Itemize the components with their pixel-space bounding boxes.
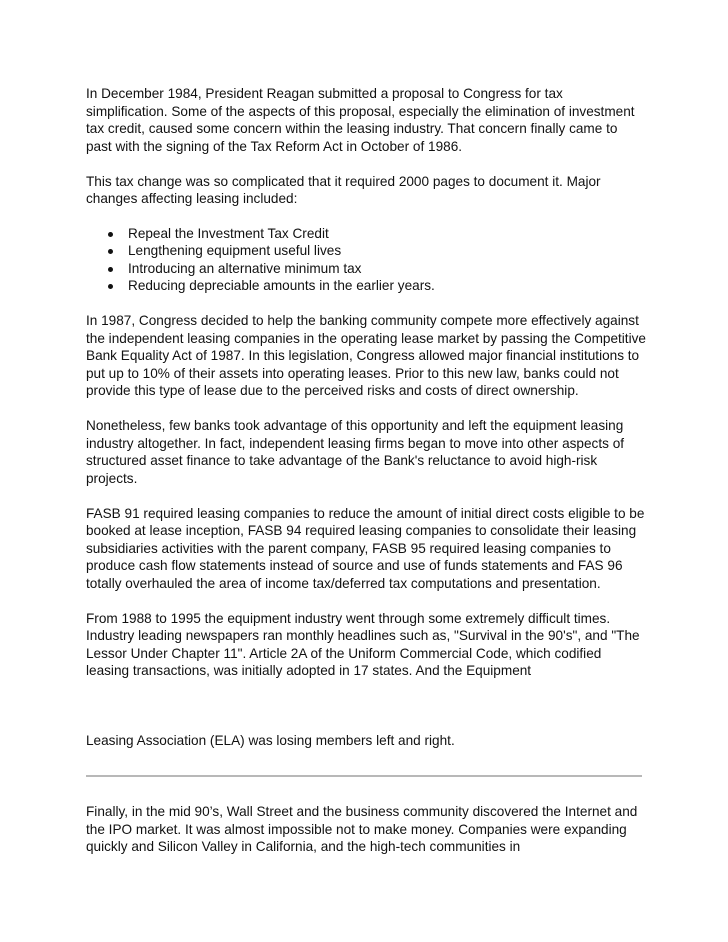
paragraph-banks-reluctance: Nonetheless, few banks took advantage of this opportunity and left the equipment leasing industry altogether. In fact, independent leasing firms began to move into other aspects of structured asset finance to take advantage of the Bank's reluctance to avoid high-risk projects.	[86, 418, 625, 486]
bullet-icon	[108, 232, 113, 237]
paragraph-difficult-times: From 1988 to 1995 the equipment industry went through some extremely difficult times. Industry leading newspapers ran monthly headlines such as, "Survival in the 90's", and "The Lessor Under Chapter 11". Article 2A of the Uniform Commercial Code, which codified leasing transactions, was initially adopted in 17 states. And the Equipment	[86, 610, 640, 678]
bullet-icon	[108, 284, 113, 289]
bullet-icon	[108, 249, 113, 254]
bullet-icon	[108, 267, 113, 272]
paragraph-tax-change: This tax change was so complicated that it required 2000 pages to document it. Major changes affecting leasing included:	[86, 173, 601, 206]
list-item: Introducing an alternative minimum tax	[108, 260, 646, 278]
paragraph-bank-equality-act: In 1987, Congress decided to help the banking community compete more effectively against the independent leasing companies in the operating lease market by passing the Competitive Bank Equality Act of 1987. In this legislation, Congress allowed major financial institutions to put up to 10% of their assets into operating leases. Prior to this new law, banks could not provide this type of lease due to the perceived risks and costs of direct ownership.	[86, 313, 646, 398]
paragraph-internet-ipo: Finally, in the mid 90’s, Wall Street and the business community discovered the Internet and the IPO market. It was almost impossible not to make money. Companies were expanding quickly and Silicon Valley in California, and the high-tech communities in	[86, 804, 638, 854]
list-item: Repeal the Investment Tax Credit	[108, 225, 646, 243]
horizontal-divider	[86, 775, 642, 777]
list-item: Reducing depreciable amounts in the earlier years.	[108, 277, 646, 295]
paragraph-tax-simplification: In December 1984, President Reagan submitted a proposal to Congress for tax simplification. Some of the aspects of this proposal, especially the elimination of investment tax credit, caused some concern within the leasing industry. That concern finally came to past with the signing of the Tax Reform Act in October of 1986.	[86, 86, 635, 154]
page-break-gap	[86, 680, 646, 732]
document-page	[86, 85, 646, 856]
list-item: Lengthening equipment useful lives	[108, 242, 646, 260]
paragraph-ela-members: Leasing Association (ELA) was losing members left and right.	[86, 732, 455, 748]
paragraph-fasb-rules: FASB 91 required leasing companies to reduce the amount of initial direct costs eligible to be booked at lease inception, FASB 94 required leasing companies to consolidate their leasing subsidiaries activities with the parent company, FASB 95 required leasing companies to produce cash flow statements instead of source and use of funds statements and FAS 96 totally overhauled the area of income tax/deferred tax computations and presentation.	[86, 505, 645, 591]
leasing-changes-list	[86, 225, 646, 295]
